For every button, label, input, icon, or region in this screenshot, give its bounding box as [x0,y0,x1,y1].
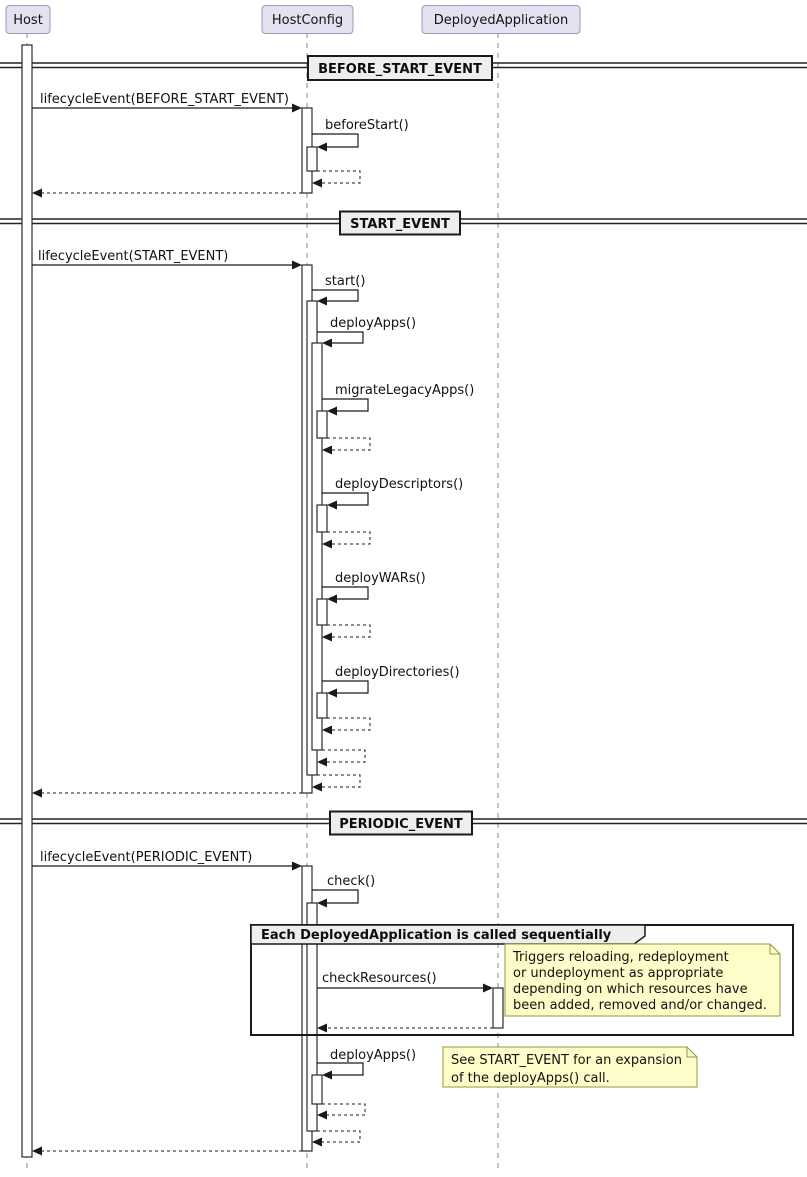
self-return-line [322,1104,365,1115]
arrowhead [327,501,337,510]
activation-deployapps-periodic [312,1075,322,1104]
message-label: deployApps() [330,1048,417,1063]
self-return-line [317,775,360,787]
self-call-line [312,134,358,147]
note-see-start-event [443,1047,697,1087]
self-call-line [312,290,358,301]
activation-migratelegacyapps [317,411,327,438]
arrowhead [317,143,327,152]
message-deploydescriptors [322,477,463,510]
divider-periodic-event [330,812,472,835]
arrowhead [312,179,322,188]
divider-label: START_EVENT [350,217,450,232]
group-header-label: Each DeployedApplication is called sequentially [261,928,612,943]
self-call-line [322,493,368,505]
arrowhead [322,1071,332,1080]
participant-label: HostConfig [271,13,344,28]
return-beforestart [312,171,360,188]
message-lifecycle-periodic [32,850,302,871]
message-label: deployDescriptors() [335,477,464,492]
return-before-start-to-host [32,189,302,198]
message-label: checkResources() [322,971,437,986]
return-deploywars [322,625,370,642]
note-line: See START_EVENT for an expansion [451,1053,682,1068]
return-deploydescriptors [322,532,370,549]
message-lifecycle-before-start [32,92,302,113]
message-deploydirectories [322,665,460,698]
arrowhead [32,189,42,198]
arrowhead [317,758,327,767]
message-deployapps-periodic [317,1048,416,1080]
arrowhead [312,1138,322,1147]
divider-label: BEFORE_START_EVENT [318,62,482,77]
self-call-line [317,1063,363,1075]
self-return-line [317,1131,360,1142]
arrowhead [322,339,332,348]
message-label: lifecycleEvent(START_EVENT) [38,249,229,264]
return-check [312,1131,360,1147]
message-migratelegacyapps [322,383,474,416]
note-line: been added, removed and/or changed. [513,998,767,1013]
return-start [312,775,360,792]
note-trigger-reloading [505,944,780,1016]
lifelines [27,33,498,1172]
message-checkresources [317,971,493,993]
note-line: Triggers reloading, redeployment [513,950,729,965]
participant-host [6,6,50,34]
self-return-line [327,532,370,544]
return-deployapps-periodic [317,1104,365,1120]
participant-hostconfig [262,6,353,34]
arrowhead [292,104,302,113]
message-beforestart [312,118,409,152]
message-label: start() [325,274,366,289]
self-call-line [322,399,368,411]
return-migratelegacyapps [322,438,370,455]
self-return-line [327,625,370,637]
arrowhead [317,1111,327,1120]
participant-label: Host [13,13,43,28]
arrowhead [322,726,332,735]
activation-beforestart [307,147,317,171]
note-line: depending on which resources have [513,982,748,997]
participant-deployedapplication [422,6,580,34]
self-return-line [327,718,370,730]
arrowhead [327,595,337,604]
self-call-line [317,332,363,343]
arrowhead [483,984,493,993]
arrowhead [312,783,322,792]
arrowhead [317,899,327,908]
activation-deployapps [312,343,322,750]
self-call-line [322,587,368,599]
arrowhead [292,261,302,270]
message-lifecycle-start [32,249,302,270]
arrowhead [327,407,337,416]
self-return-line [322,750,365,762]
arrowhead [327,689,337,698]
message-label: lifecycleEvent(PERIODIC_EVENT) [40,850,253,865]
divider-label: PERIODIC_EVENT [339,817,463,832]
arrowhead [322,633,332,642]
self-call-line [312,890,358,903]
self-call-line [322,681,368,693]
message-deployapps [317,316,416,348]
message-label: deployWARs() [335,571,426,586]
message-label: lifecycleEvent(BEFORE_START_EVENT) [40,92,289,107]
divider-before-start-event [308,56,492,80]
self-return-line [327,438,370,450]
arrowhead [292,862,302,871]
activation-deploywars [317,599,327,625]
arrowhead [322,446,332,455]
return-checkresources [317,1024,493,1033]
divider-lines [0,63,807,824]
message-label: check() [327,874,376,889]
message-label: migrateLegacyApps() [335,383,475,398]
return-periodic-to-host [32,1147,302,1156]
activation-host [22,45,32,1157]
note-line: or undeployment as appropriate [513,966,724,981]
message-deploywars [322,571,426,604]
self-return-line [317,171,360,183]
arrowhead [317,1024,327,1033]
message-check [312,874,375,908]
return-start-event-to-host [32,789,302,798]
return-deployapps [317,750,365,767]
divider-start-event [340,212,460,235]
message-label: deployApps() [330,316,417,331]
activation-checkresources [493,988,503,1028]
arrowhead [32,789,42,798]
message-label: beforeStart() [325,118,409,133]
return-deploydirectories [322,718,370,735]
participant-label: DeployedApplication [433,13,569,28]
activation-deploydescriptors [317,505,327,532]
arrowhead [322,540,332,549]
arrowhead [317,297,327,306]
arrowhead [32,1147,42,1156]
message-start [312,274,365,306]
message-label: deployDirectories() [335,665,460,680]
activation-deploydirectories [317,693,327,718]
note-line: of the deployApps() call. [451,1071,610,1086]
